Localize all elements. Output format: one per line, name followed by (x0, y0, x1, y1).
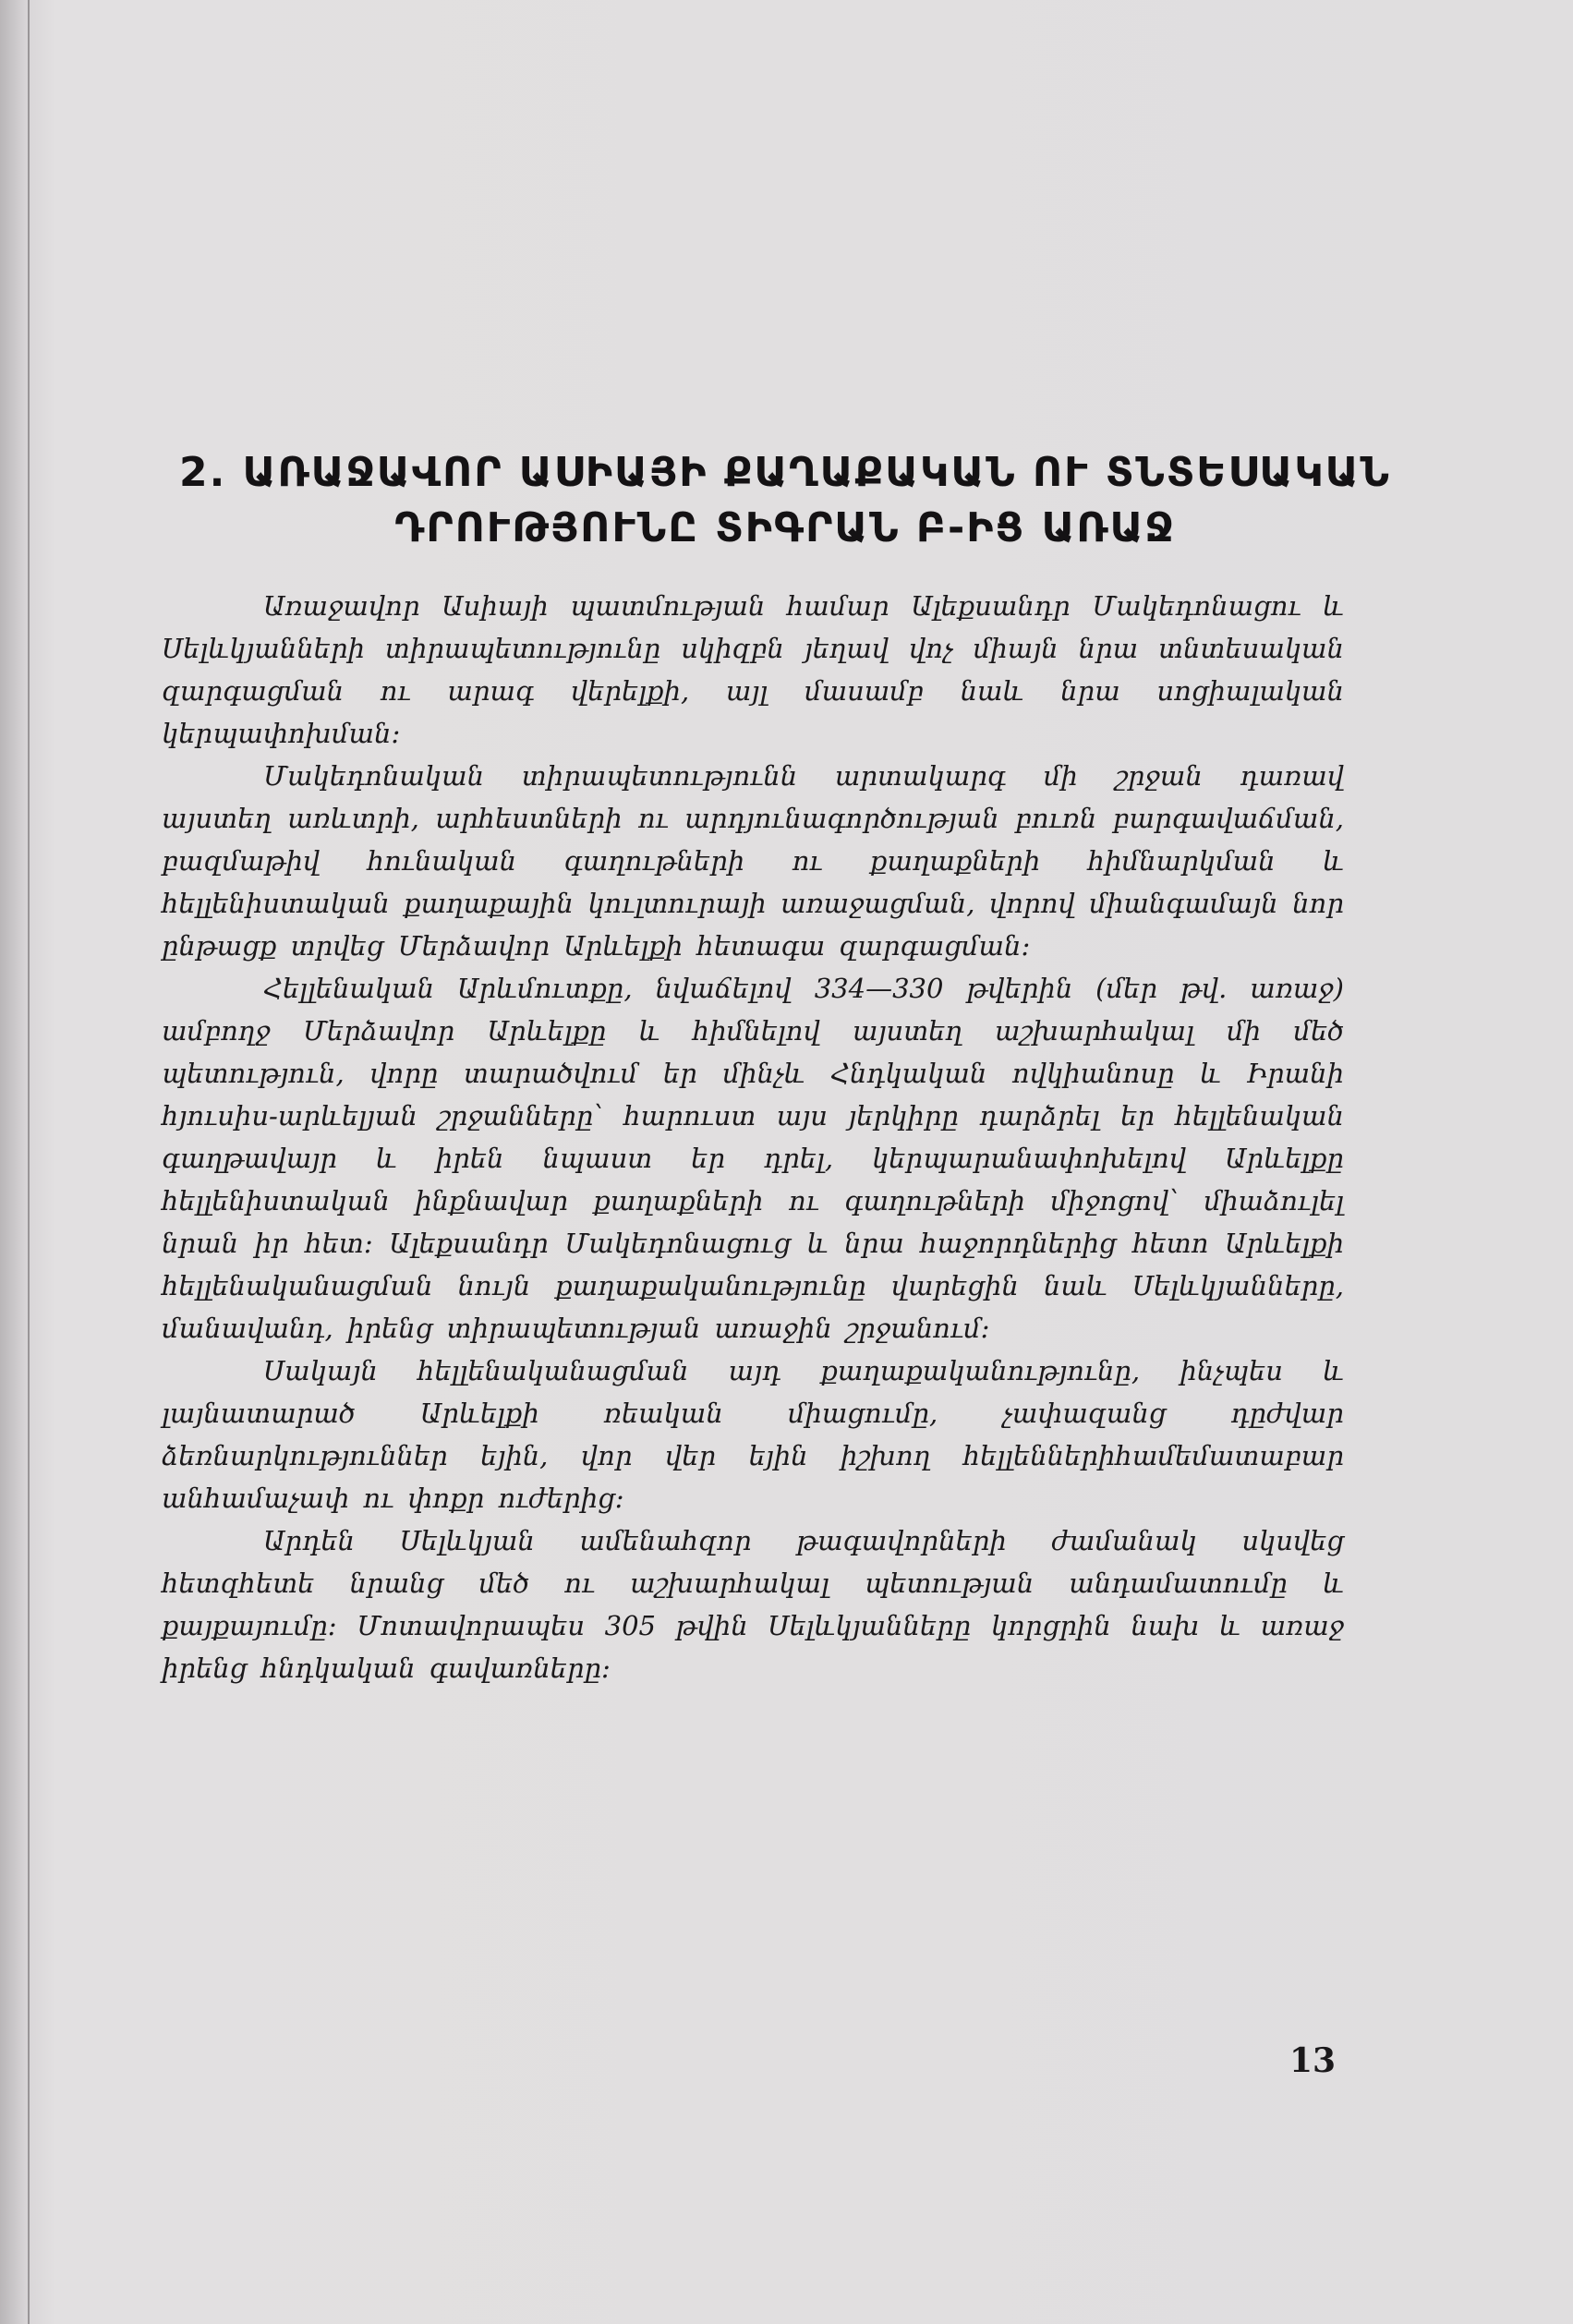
paragraph-2: Մակեդոնական տիրապետությունն արտակարգ մի շրջան դառավ այստեղ առևտրի, արհեստների ու արդյունագործության բուռն բարգավաճման, բազմաթիվ հունական գաղութների ու քաղաքների հիմնարկման և հելլենիստական քաղաքային կուլտուրայի առաջացման, վորով միանգամայն նոր ընթացք տրվեց Մերձավոր Արևելքի հետագա զարգացման։ (162, 760, 1344, 962)
chapter-heading (139, 445, 1432, 556)
page-number: 13 (1289, 2041, 1337, 2080)
paragraph-5: Արդեն Սելևկյան ամենահզոր թագավորների ժամանակ սկսվեց հետզհետե նրանց մեծ ու աշխարհակալ պետության անդամատումը և քայքայումը։ Մոտավորապես 305 թվին Սելևկյանները կորցրին նախ և առաջ իրենց հնդկական գավառները։ (162, 1525, 1344, 1684)
paragraph-1: Առաջավոր Ասիայի պատմության համար Ալեքսանդր Մակեդոնացու և Սելևկյանների տիրապետությունը սկիզբն յեղավ վոչ միայն նրա տնտեսական զարգացման ու արագ վերելքի, այլ մասամբ նաև նրա սոցիալական կերպափոխման։ (162, 590, 1344, 749)
paragraph-4: Սակայն հելլենականացման այդ քաղաքականությունը, ինչպես և լայնատարած Արևելքի ռեական միացումը, չափազանց դըժվար ձեռնարկություններ եյին, վոր վեր եյին իշխող հելլեններիհամեմատաբար անհամաչափ ու փոքր ուժերից։ (162, 1355, 1344, 1514)
chapter-heading-line-1: 2. ԱՌԱՋԱՎՈՐ ԱՍԻԱՅԻ ՔԱՂԱՔԱԿԱՆ ՈՒ ՏՆՏԵՍԱԿԱՆ (179, 449, 1391, 496)
paragraph-3: Հելլենական Արևմուտքը, նվաճելով 334—330 թվերին (մեր թվ. առաջ) ամբողջ Մերձավոր Արևելքը և հիմնելով այստեղ աշխարհակալ մի մեծ պետություն, վորը տարածվում եր մինչև Հնդկական ովկիանոսը և Իրանի հյուսիս-արևելյան շրջանները՝ հարուստ այս յերկիրը դարձրել եր հելլենական գաղթավայր և իրեն նպաստ եր դրել, կերպարանափոխելով Արևելքը հելլենիստական ինքնավար քաղաքների ու գաղութների միջոցով՝ միաձուլել նրան իր հետ։ Ալեքսանդր Մակեդոնացուց և նրա հաջորդներից հետո Արևելքի հելլենականացման նույն քաղաքականությունը վարեցին նաև Սելևկյանները, մանավանդ, իրենց տիրապետության առաջին շրջանում։ (162, 973, 1344, 1344)
chapter-heading-line-2: ԴՐՈՒԹՅՈՒՆԸ ՏԻԳՐԱՆ Բ-ԻՑ ԱՌԱՋ (394, 504, 1176, 551)
body-text (162, 585, 1344, 1689)
page-gutter (28, 0, 30, 2324)
